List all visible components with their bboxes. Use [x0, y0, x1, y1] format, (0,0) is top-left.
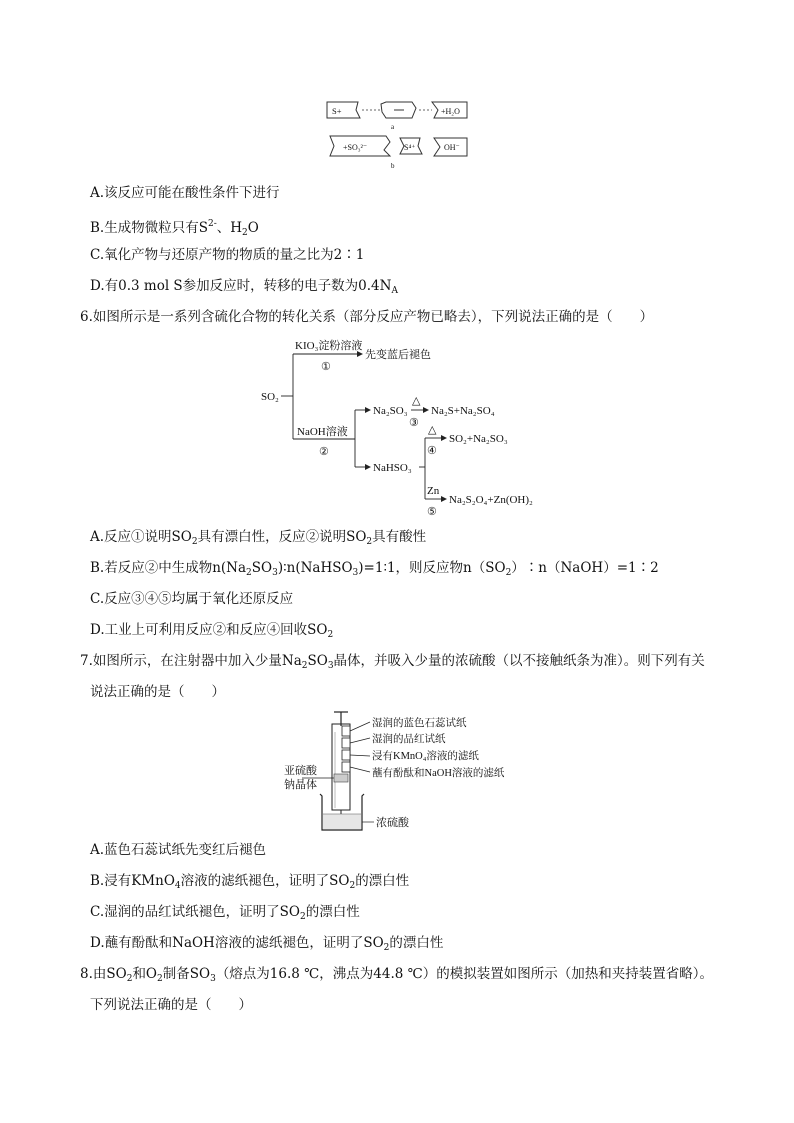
- q6-r4-cond: △: [428, 424, 437, 436]
- q6-r5-num: ⑤: [427, 506, 437, 518]
- q6-diagram: [255, 334, 555, 518]
- q6-r5-reagent: Zn: [427, 485, 440, 497]
- q6-option-c: C.反应③④⑤均属于氧化还原反应: [90, 591, 294, 607]
- q5-box-so3: +SO₃²⁻: [343, 143, 368, 152]
- q6-option-a: A.反应①说明$SO_2$具有漂白性，反应②说明$SO_2$具有酸性: [90, 529, 427, 547]
- q5-option-b: B.生成物微粒只有$S^{2-}$、$H_2O$: [90, 219, 259, 238]
- q6-r3-cond: △: [412, 395, 421, 407]
- q6-stem: 6.如图所示是一系列含硫化合物的转化关系（部分反应产物已略去），下列说法正确的是（ ）: [80, 309, 654, 325]
- q6-r3-product: Na₂S+Na₂SO₄: [431, 405, 495, 417]
- q6-r5-product: Na₂S₂O₄+Zn(OH)₂: [449, 494, 533, 506]
- q7-option-a: A.蓝色石蕊试纸先变红后褪色: [90, 842, 267, 858]
- q6-option-d: D.工业上可利用反应②和反应④回收$SO_2$: [90, 622, 334, 640]
- q7-label-litmus: 湿润的蓝色石蕊试纸: [372, 718, 467, 729]
- q5-box-oh: OH⁻: [444, 143, 460, 152]
- q6-r1-reagent: KIO₃淀粉溶液: [295, 340, 363, 352]
- q7-bottom-label: 浓硫酸: [376, 817, 409, 829]
- q5-figure: [324, 98, 474, 174]
- q7-label-kmno4: 浸有KMnO₄溶液的滤纸: [372, 751, 479, 762]
- q6-r2-num: ②: [319, 446, 329, 458]
- q6-nahso3: NaHSO₃: [373, 462, 412, 474]
- q7-option-d: D.蘸有酚酞和NaOH溶液的滤纸褪色，证明了$SO_2$的漂白性: [90, 935, 444, 953]
- q5-box-s: S+: [332, 106, 342, 116]
- q5-option-d: D.有0.3 mol S参加反应时，转移的电子数为$0.4N_A$: [90, 278, 398, 296]
- q6-r4-num: ④: [427, 445, 437, 457]
- q7-label-magenta: 湿润的品红试纸: [372, 734, 446, 745]
- q5-box-s4: S⁴⁺: [404, 143, 416, 152]
- q6-r3-num: ③: [409, 417, 419, 429]
- q5-label-a: a: [391, 123, 395, 131]
- q8-stem-line2: 下列说法正确的是（ ）: [90, 997, 252, 1013]
- q7-label-phenolphthalein: 蘸有酚酞和NaOH溶液的滤纸: [372, 768, 505, 779]
- q6-r1-num: ①: [321, 361, 331, 373]
- q8-stem-line1: 8.由$SO_2$和$O_2$制备$SO_3$（熔点为16.8 ℃，沸点为44.8 ℃）的模拟装置如图所示（加热和夹持装置省略）。: [80, 966, 713, 984]
- q6-r4-product: SO₂+Na₂SO₃: [449, 433, 508, 445]
- q5-option-a: A.该反应可能在酸性条件下进行: [90, 185, 280, 201]
- q7-figure: [282, 710, 522, 834]
- q5-box-h2o: +H₂O: [441, 107, 460, 116]
- q7-stem-line2: 说法正确的是（ ）: [90, 684, 225, 700]
- q5-label-b: b: [391, 162, 395, 170]
- q7-left-label1: 亚硫酸: [284, 765, 317, 777]
- q5-option-c: C.氧化产物与还原产物的物质的量之比为2∶1: [90, 247, 365, 263]
- q6-na2so3: Na₂SO₃: [373, 405, 408, 417]
- q7-stem-line1: 7.如图所示，在注射器中加入少量$Na_2SO_3$晶体，并吸入少量的浓硫酸（以不接触纸条为准）。则下列有关: [80, 653, 705, 671]
- q7-left-label2: 钠晶体: [284, 779, 317, 791]
- q7-option-c: C.湿润的品红试纸褪色，证明了$SO_2$的漂白性: [90, 904, 360, 922]
- q6-r1-result: 先变蓝后褪色: [365, 349, 431, 361]
- q6-so2: SO₂: [261, 391, 279, 403]
- q7-option-b: B.浸有KMnO$_4$溶液的滤纸褪色，证明了$SO_2$的漂白性: [90, 873, 410, 891]
- q6-r2-reagent: NaOH溶液: [297, 426, 348, 438]
- q6-option-b: B.若反应②中生成物$n(Na_2SO_3)∶n(NaHSO_3)=1∶1$，则反应物$n(SO_2)∶n(NaOH)=1∶2$: [90, 560, 659, 578]
